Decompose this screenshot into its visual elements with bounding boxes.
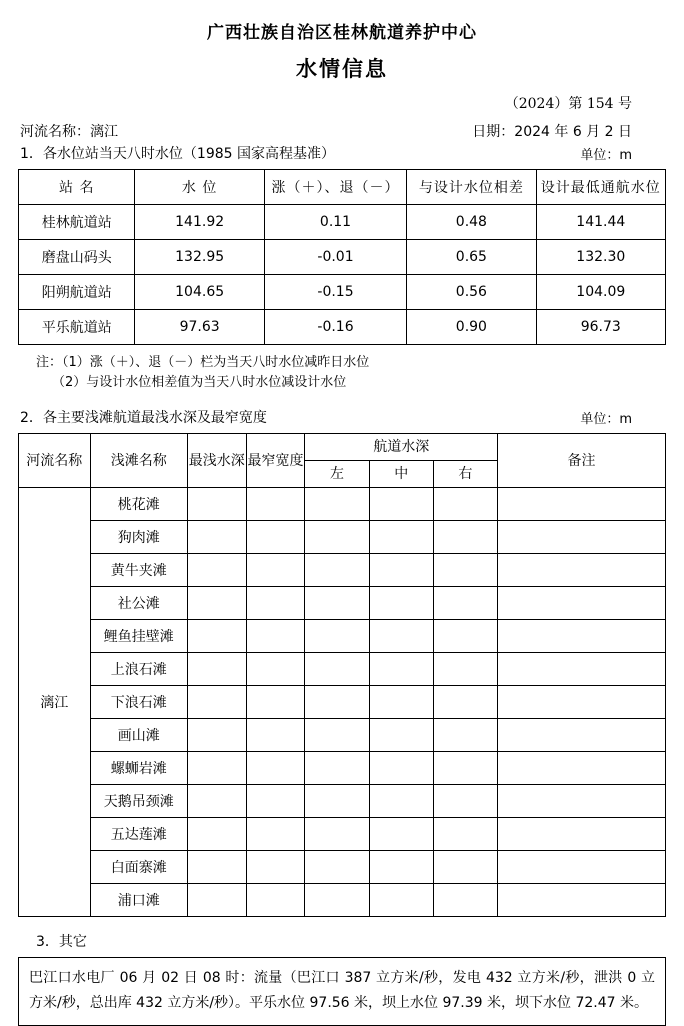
cell-diff: 0.65	[407, 240, 536, 275]
cell-shoal-name: 画山滩	[90, 719, 187, 752]
cell-remark	[498, 653, 666, 686]
cell-depth-middle	[369, 884, 433, 917]
table-row	[19, 653, 666, 686]
col-remark: 备注	[498, 434, 666, 488]
cell-depth-left	[305, 818, 369, 851]
document-title: 水情信息	[296, 56, 388, 81]
cell-depth-left	[305, 620, 369, 653]
cell-shoal-name: 白面寨滩	[90, 851, 187, 884]
cell-depth-right	[433, 554, 497, 587]
cell-min-depth	[187, 521, 246, 554]
cell-depth-middle	[369, 587, 433, 620]
cell-min-width	[246, 851, 305, 884]
col-depth-left: 左	[305, 461, 369, 488]
document-meta	[18, 93, 666, 113]
col-min-width-label: 最窄宽度	[247, 452, 304, 469]
cell-remark	[498, 851, 666, 884]
cell-depth-right	[433, 719, 497, 752]
cell-depth-middle	[369, 653, 433, 686]
document-date: 日期：2024 年 6 月 2 日	[472, 124, 632, 140]
col-shoal-name-label: 浅滩名称	[110, 452, 167, 469]
cell-min-width	[246, 752, 305, 785]
cell-design: 141.44	[536, 205, 665, 240]
cell-remark	[498, 488, 666, 521]
cell-depth-left	[305, 752, 369, 785]
cell-station: 磨盘山码头	[19, 240, 135, 275]
table-row	[19, 240, 666, 275]
cell-depth-middle	[369, 686, 433, 719]
table-row	[19, 275, 666, 310]
cell-remark	[498, 818, 666, 851]
cell-diff: 0.56	[407, 275, 536, 310]
cell-depth-middle	[369, 851, 433, 884]
cell-station: 桂林航道站	[19, 205, 135, 240]
cell-depth-right	[433, 620, 497, 653]
cell-shoal-name: 社公滩	[90, 587, 187, 620]
cell-river-name: 漓江	[19, 488, 91, 917]
cell-station: 平乐航道站	[19, 310, 135, 345]
cell-level: 141.92	[135, 205, 264, 240]
cell-shoal-name: 上浪石滩	[90, 653, 187, 686]
col-station: 站 名	[19, 170, 135, 205]
cell-depth-right	[433, 653, 497, 686]
cell-min-depth	[187, 653, 246, 686]
cell-shoal-name: 五达莲滩	[90, 818, 187, 851]
cell-depth-left	[305, 488, 369, 521]
cell-diff: 0.48	[407, 205, 536, 240]
cell-depth-left	[305, 686, 369, 719]
cell-design: 104.09	[536, 275, 665, 310]
cell-depth-middle	[369, 719, 433, 752]
cell-depth-right	[433, 488, 497, 521]
section2-heading: 2．各主要浅滩航道最浅水深及最窄宽度	[20, 410, 267, 427]
col-min-depth-label: 最浅水深	[188, 452, 245, 469]
table-row	[19, 620, 666, 653]
cell-min-width	[246, 818, 305, 851]
table-row	[19, 205, 666, 240]
table-row	[19, 686, 666, 719]
cell-depth-middle	[369, 554, 433, 587]
cell-min-width	[246, 785, 305, 818]
cell-diff: 0.90	[407, 310, 536, 345]
col-min-width	[246, 434, 305, 488]
cell-design: 96.73	[536, 310, 665, 345]
cell-min-depth	[187, 785, 246, 818]
cell-change: -0.01	[264, 240, 406, 275]
cell-station: 阳朔航道站	[19, 275, 135, 310]
cell-depth-middle	[369, 818, 433, 851]
table-row	[19, 851, 666, 884]
cell-shoal-name: 天鹅吊颈滩	[90, 785, 187, 818]
cell-min-depth	[187, 686, 246, 719]
col-shoal-name	[90, 434, 187, 488]
cell-min-width	[246, 719, 305, 752]
cell-min-depth	[187, 752, 246, 785]
table-row	[19, 587, 666, 620]
cell-remark	[498, 686, 666, 719]
cell-remark	[498, 785, 666, 818]
cell-remark	[498, 554, 666, 587]
cell-min-depth	[187, 851, 246, 884]
cell-remark	[498, 521, 666, 554]
cell-depth-left	[305, 521, 369, 554]
section3-text: 巴江口水电厂 06 月 02 日 08 时：流量（巴江口 387 立方米/秒，发电 432 立方米/秒，泄洪 0 立方米/秒，总出库 432 立方米/秒）。平乐水位 97.56 米，坝上水位 97.39 米，坝下水位 72.47 米。	[18, 957, 666, 1026]
note-line-1: 注：（1）涨（＋）、退（－）栏为当天八时水位减昨日水位	[36, 355, 370, 370]
col-water-level: 水 位	[135, 170, 264, 205]
col-depth-right: 右	[433, 461, 497, 488]
cell-depth-left	[305, 884, 369, 917]
table-row	[19, 818, 666, 851]
cell-min-width	[246, 620, 305, 653]
cell-depth-right	[433, 752, 497, 785]
col-river-name	[19, 434, 91, 488]
cell-min-depth	[187, 719, 246, 752]
col-channel-depth: 航道水深	[305, 434, 498, 461]
section3-heading: 3．其它	[36, 934, 87, 951]
cell-shoal-name: 螺蛳岩滩	[90, 752, 187, 785]
cell-shoal-name: 狗肉滩	[90, 521, 187, 554]
section1-header	[18, 143, 666, 163]
cell-depth-middle	[369, 752, 433, 785]
cell-depth-right	[433, 587, 497, 620]
cell-depth-left	[305, 554, 369, 587]
cell-min-depth	[187, 884, 246, 917]
section2-header	[18, 407, 666, 427]
cell-min-width	[246, 488, 305, 521]
cell-level: 97.63	[135, 310, 264, 345]
issue-number: （2024）第 154 号	[504, 96, 632, 112]
cell-remark	[498, 752, 666, 785]
table-header-row	[19, 170, 666, 205]
cell-min-width	[246, 587, 305, 620]
cell-change: -0.15	[264, 275, 406, 310]
cell-depth-right	[433, 785, 497, 818]
col-diff: 与设计水位相差	[407, 170, 536, 205]
cell-min-depth	[187, 818, 246, 851]
section2-unit: 单位：m	[580, 412, 632, 428]
table-row	[19, 488, 666, 521]
cell-depth-middle	[369, 521, 433, 554]
col-river-name-label: 河流名称	[26, 452, 83, 469]
cell-change: 0.11	[264, 205, 406, 240]
cell-remark	[498, 620, 666, 653]
cell-min-width	[246, 653, 305, 686]
cell-min-depth	[187, 488, 246, 521]
cell-depth-right	[433, 884, 497, 917]
cell-depth-right	[433, 818, 497, 851]
col-design-level: 设计最低通航水位	[536, 170, 665, 205]
cell-depth-left	[305, 851, 369, 884]
table-row	[19, 521, 666, 554]
cell-min-width	[246, 521, 305, 554]
river-and-date-row	[18, 121, 666, 141]
cell-depth-middle	[369, 488, 433, 521]
shoal-table	[18, 433, 666, 917]
table-row	[19, 752, 666, 785]
cell-min-depth	[187, 554, 246, 587]
organization-title: 广西壮族自治区桂林航道养护中心	[207, 23, 477, 43]
cell-depth-left	[305, 785, 369, 818]
cell-change: -0.16	[264, 310, 406, 345]
table-row	[19, 884, 666, 917]
section1-notes	[18, 353, 666, 393]
cell-remark	[498, 587, 666, 620]
cell-min-depth	[187, 620, 246, 653]
cell-depth-left	[305, 587, 369, 620]
cell-shoal-name: 桃花滩	[90, 488, 187, 521]
cell-min-width	[246, 884, 305, 917]
cell-depth-middle	[369, 620, 433, 653]
table-row	[19, 785, 666, 818]
cell-remark	[498, 719, 666, 752]
cell-shoal-name: 下浪石滩	[90, 686, 187, 719]
cell-depth-left	[305, 653, 369, 686]
table-row	[19, 554, 666, 587]
table-row	[19, 719, 666, 752]
cell-depth-left	[305, 719, 369, 752]
col-min-depth	[187, 434, 246, 488]
cell-level: 104.65	[135, 275, 264, 310]
cell-shoal-name: 浦口滩	[90, 884, 187, 917]
cell-depth-right	[433, 686, 497, 719]
water-level-table	[18, 169, 666, 345]
table-header-row-1	[19, 434, 666, 461]
cell-min-width	[246, 554, 305, 587]
col-depth-middle: 中	[369, 461, 433, 488]
cell-min-depth	[187, 587, 246, 620]
cell-depth-middle	[369, 785, 433, 818]
section1-unit: 单位：m	[580, 148, 632, 163]
cell-shoal-name: 黄牛夹滩	[90, 554, 187, 587]
cell-design: 132.30	[536, 240, 665, 275]
cell-remark	[498, 884, 666, 917]
cell-min-width	[246, 686, 305, 719]
river-name-label: 河流名称：漓江	[20, 124, 118, 140]
cell-level: 132.95	[135, 240, 264, 275]
cell-depth-right	[433, 521, 497, 554]
cell-depth-right	[433, 851, 497, 884]
section1-heading: 1．各水位站当天八时水位（1985 国家高程基准）	[20, 146, 335, 162]
cell-shoal-name: 鲤鱼挂壁滩	[90, 620, 187, 653]
col-change: 涨（＋）、退（－）	[264, 170, 406, 205]
table-row	[19, 310, 666, 345]
note-line-2: （2）与设计水位相差值为当天八时水位减设计水位	[52, 375, 347, 391]
